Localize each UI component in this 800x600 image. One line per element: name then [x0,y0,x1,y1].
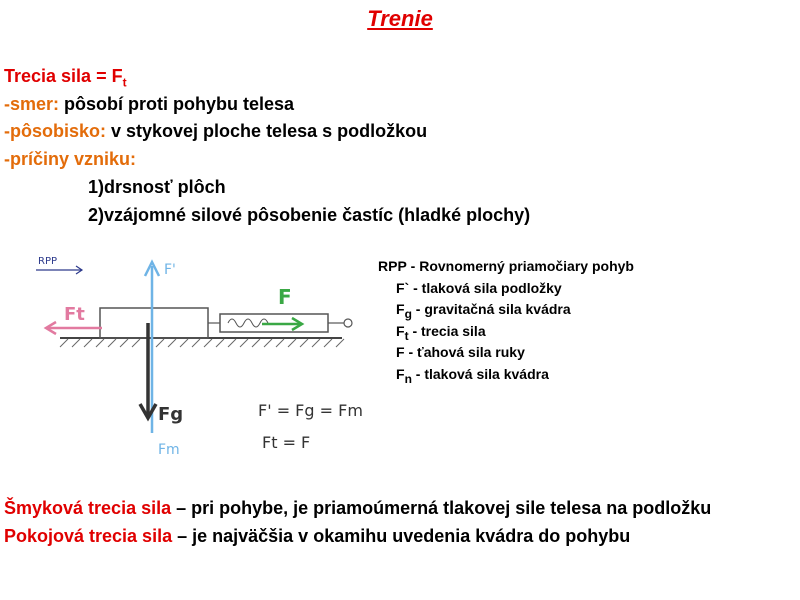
f-label: F [278,285,292,309]
posobisko-text: v stykovej ploche telesa s podložkou [106,121,428,141]
legend-sub: t [404,328,409,343]
cause-1: 1)drsnosť plôch [88,177,226,197]
legend-sym: RPP [378,258,407,274]
legend-row-fg [378,299,634,321]
posobisko-label: -pôsobisko: [4,121,106,141]
fg-label: Fg [158,404,184,425]
legend-text: - gravitačná sila kvádra [411,301,571,317]
legend-row-ft [378,321,634,343]
legend-sym: F [396,344,405,360]
legend-row-rpp [378,256,634,278]
fm-label: Fm [158,442,180,458]
ground-hatch [60,339,344,347]
pokojova-text: – je najväčšia v okamihu uvedenia kvádra do pohybu [172,526,631,546]
smer-text: pôsobí proti pohybu telesa [59,94,295,114]
legend-row-fn [378,364,634,386]
friction-diagram [30,248,370,473]
definition-label: Trecia sila = F [4,66,123,86]
legend-sym: F [396,301,405,317]
pokojova-line [4,526,630,547]
legend [378,256,634,385]
rpp-label: RPP [38,256,58,267]
legend-sym: F` [396,279,410,296]
legend-text: - tlaková sila kvádra [411,365,549,382]
legend-text: - ťahová sila ruky [404,344,525,360]
page-title: Trenie [367,6,433,31]
legend-text: - tlaková sila podložky [409,279,562,296]
cause-2: 2)vzájomné silové pôsobenie častíc (hladké plochy) [88,205,531,225]
smykova-label: Šmyková trecia sila [4,498,172,518]
definition-line [4,66,127,90]
block [100,308,208,338]
pokojova-label: Pokojová trecia sila [4,526,173,546]
smykova-line [4,498,711,519]
legend-row-f [378,342,634,364]
smer-line [4,94,294,115]
legend-text: - trecia sila [408,322,486,339]
ft-label: Ft [64,304,85,325]
smer-label: -smer: [4,94,60,114]
f-prime-label: F' [164,262,176,278]
legend-sub: n [404,371,412,386]
definition-sub: t [122,75,127,90]
legend-text: - Rovnomerný priamočiary pohyb [406,258,634,274]
legend-sym: F [396,365,405,382]
equation-1: F' = Fg = Fm [258,401,363,420]
legend-sub: g [404,306,412,321]
smykova-text: – pri pohybe, je priamoúmerná tlakovej sile telesa na podložku [171,498,712,518]
priciny-label: -príčiny vzniku: [4,149,137,169]
equation-2: Ft = F [262,433,311,452]
posobisko-line [4,121,427,142]
legend-row-f-prime [378,278,634,300]
legend-sym: F [396,322,405,339]
